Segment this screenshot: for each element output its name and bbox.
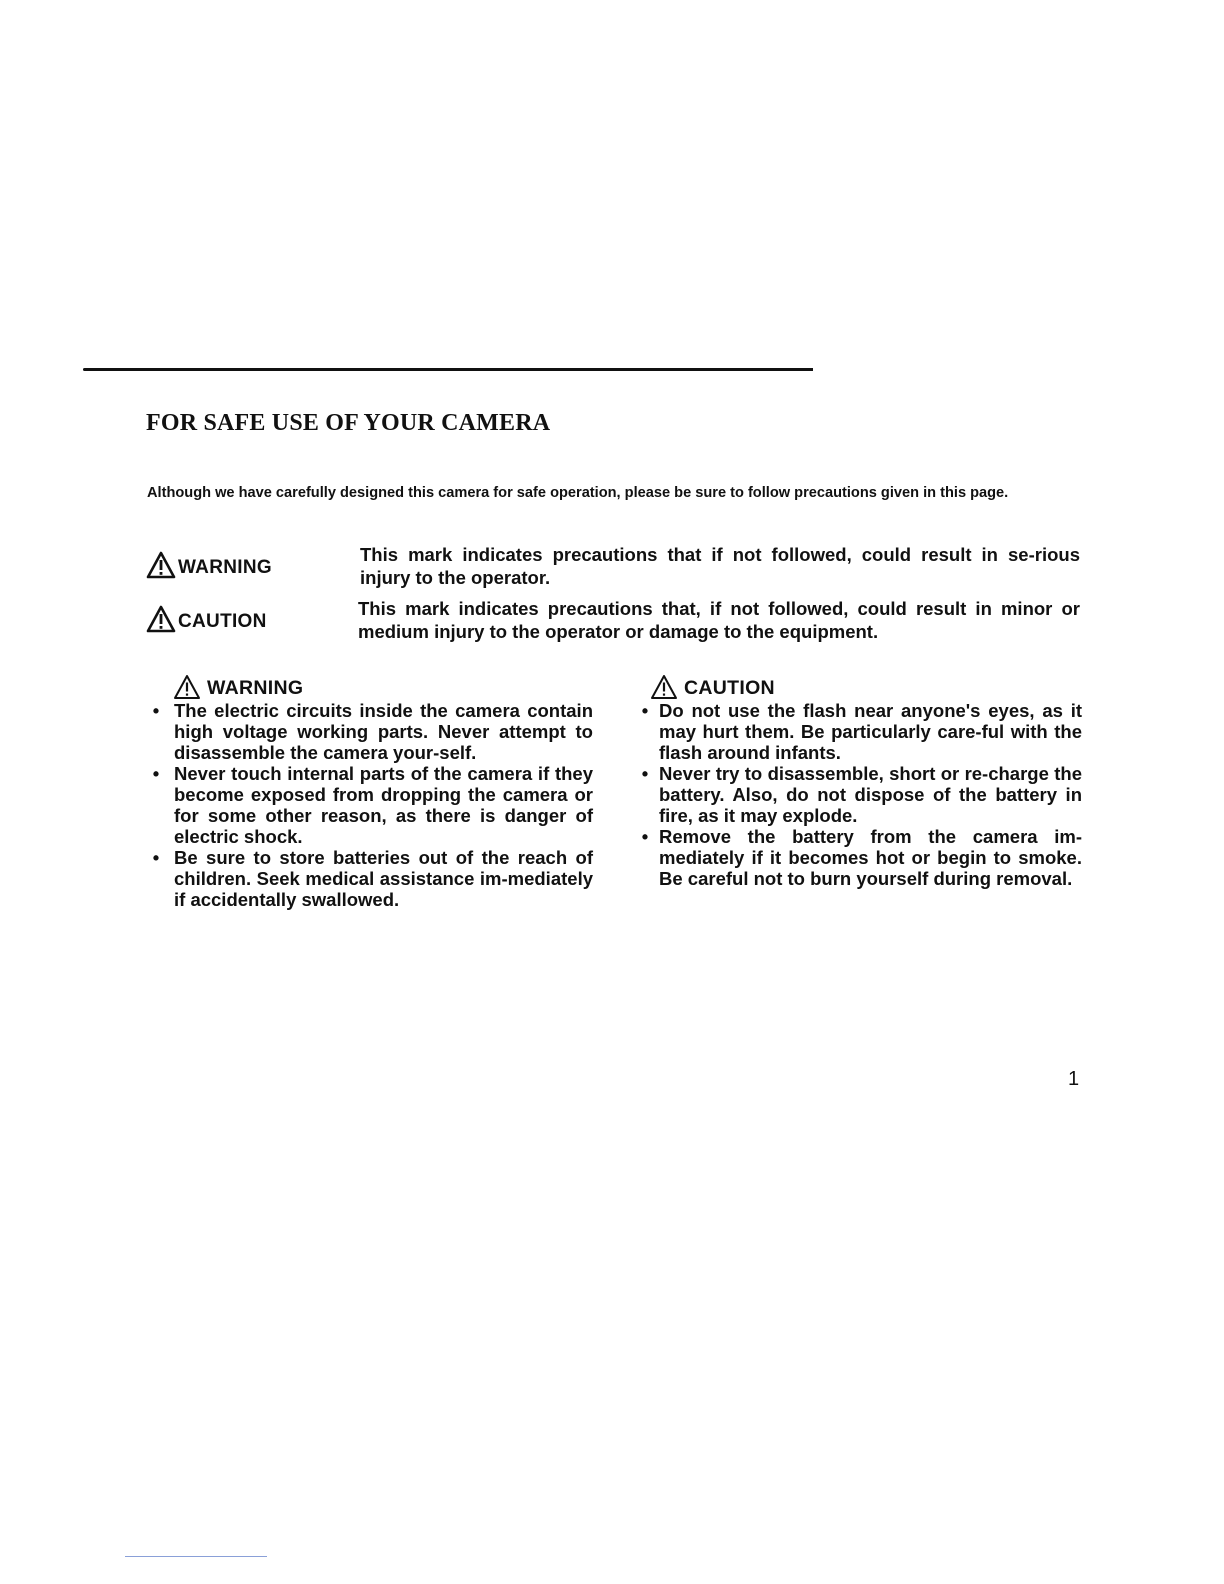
bullet: • [641, 826, 649, 847]
warning-section-heading [173, 672, 593, 700]
list-item [147, 700, 593, 763]
warning-triangle-icon [146, 605, 176, 633]
list-item [636, 826, 1082, 889]
list-item-text: The electric circuits inside the camera contain high voltage working parts. Never attempt to disassemble the camera your-self. [174, 700, 593, 763]
list-item-text: Do not use the flash near anyone's eyes, as it may hurt them. Be particularly care-ful with the flash around infants. [659, 700, 1082, 763]
list-item [636, 763, 1082, 826]
list-item-text: Remove the battery from the camera im-mediately if it becomes hot or begin to smoke. Be careful not to burn yourself during removal. [659, 826, 1082, 889]
caution-list [636, 700, 1082, 889]
caution-mark-text: CAUTION [178, 611, 267, 632]
warning-triangle-icon [650, 674, 678, 700]
warning-mark-label [146, 551, 272, 579]
warning-mark-text: WARNING [178, 557, 272, 578]
list-item [147, 847, 593, 910]
list-item [636, 700, 1082, 763]
warning-section-title: WARNING [207, 677, 304, 699]
warning-section [147, 672, 593, 910]
page-number: 1 [1068, 1068, 1080, 1090]
bottom-divider [125, 1556, 267, 1557]
warning-triangle-icon [173, 674, 201, 700]
bullet: • [152, 763, 160, 784]
list-item-text: Be sure to store batteries out of the reach of children. Seek medical assistance im-mediately if accidentally swallowed. [174, 847, 593, 910]
warning-triangle-icon [146, 551, 176, 579]
top-rule [83, 368, 813, 371]
caution-section-title: CAUTION [684, 677, 775, 699]
list-item [147, 763, 593, 847]
bullet: • [641, 763, 649, 784]
caution-section [636, 672, 1082, 889]
list-item-text: Never touch internal parts of the camera if they become exposed from dropping the camera or for some other reason, as there is danger of electric shock. [174, 763, 593, 847]
bullet: • [152, 847, 160, 868]
caution-mark-description: This mark indicates precautions that, if not followed, could result in minor or medium injury to the operator or damage to the equipment. [358, 598, 1080, 642]
page-title: FOR SAFE USE OF YOUR CAMERA [146, 410, 551, 436]
warning-list [147, 700, 593, 910]
bullet: • [152, 700, 160, 721]
intro-text: Although we have carefully designed this camera for safe operation, please be sure to follow precautions given in this page. [147, 485, 1009, 501]
caution-mark-label [146, 605, 267, 633]
bullet: • [641, 700, 649, 721]
caution-section-heading [650, 672, 1082, 700]
warning-mark-description: This mark indicates precautions that if not followed, could result in se-rious injury to the operator. [360, 544, 1080, 588]
list-item-text: Never try to disassemble, short or re-charge the battery. Also, do not dispose of the battery in fire, as it may explode. [659, 763, 1082, 826]
